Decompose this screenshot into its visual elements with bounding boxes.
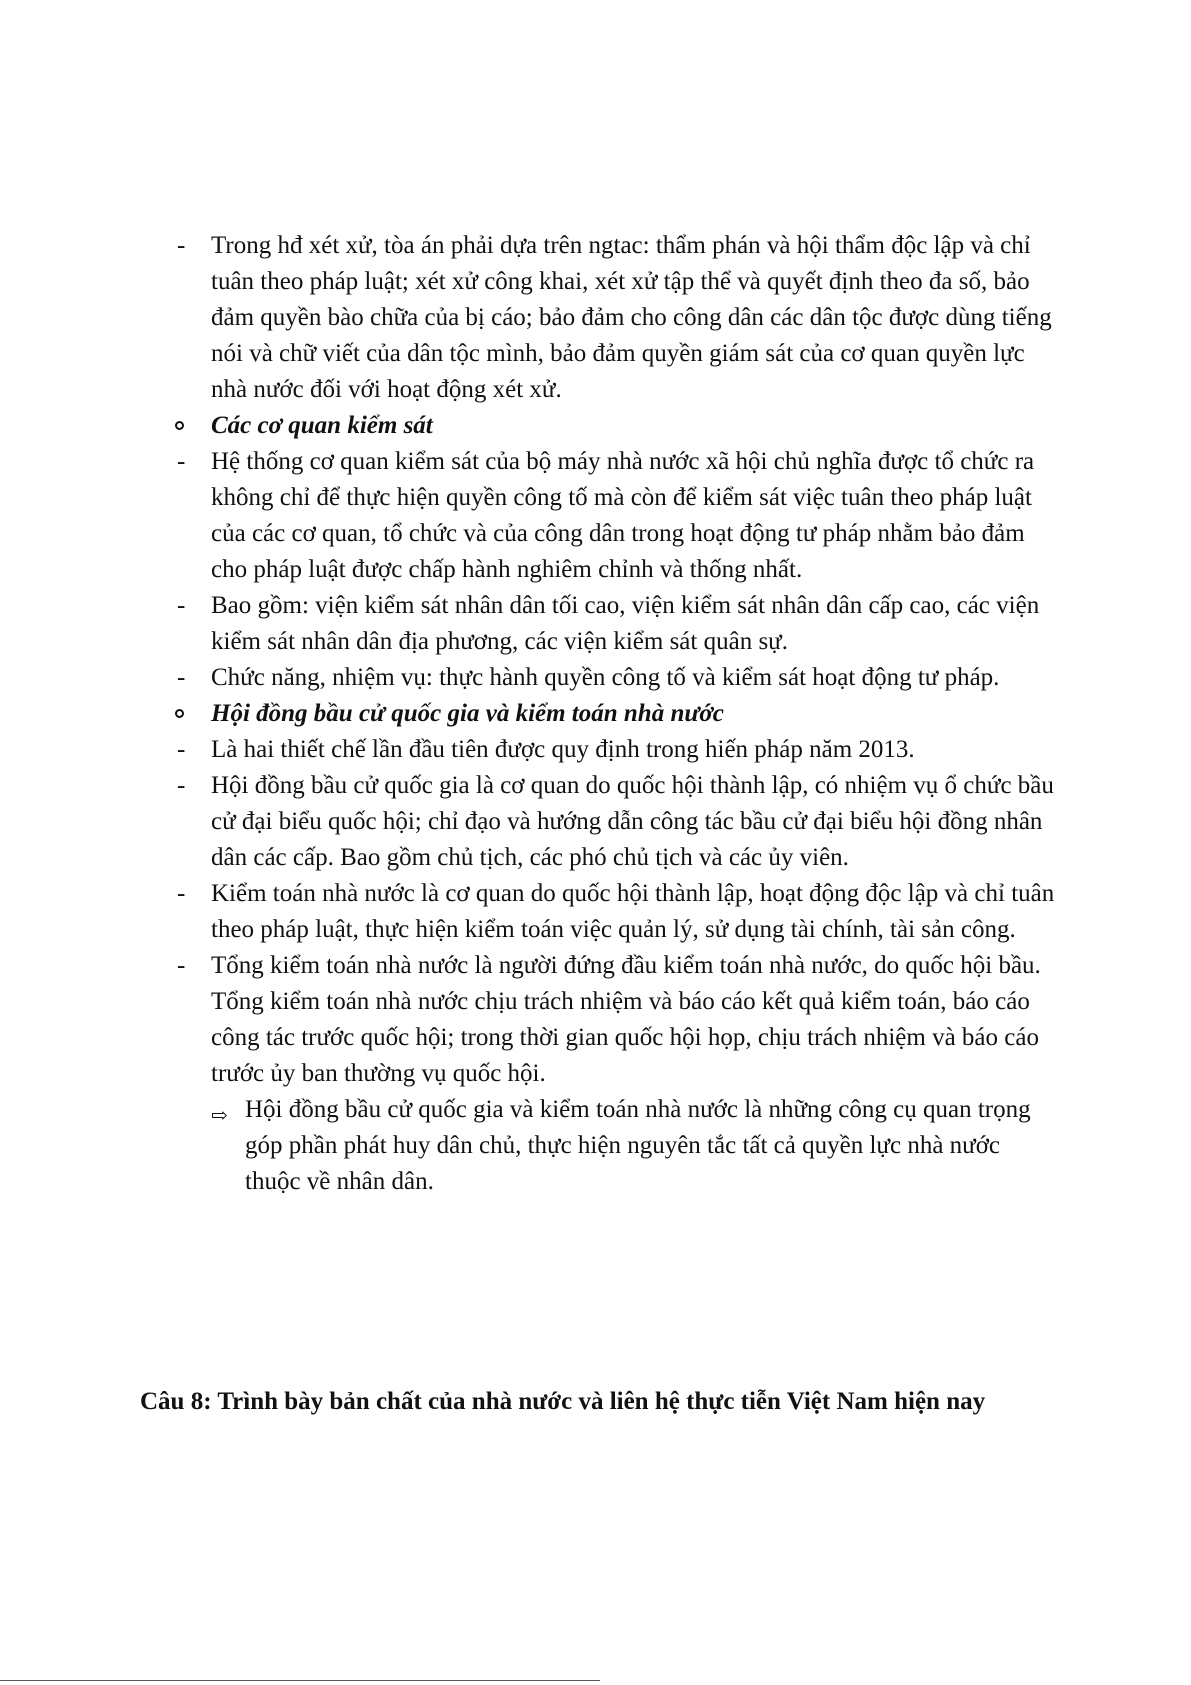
section-title: Các cơ quan kiểm sát	[211, 412, 433, 439]
dash-bullet: -	[177, 772, 186, 799]
question-heading: Câu 8: Trình bày bản chất của nhà nước và liên hệ thực tiễn Việt Nam hiện nay	[140, 1388, 986, 1415]
list-item	[175, 588, 1055, 660]
list-item	[175, 732, 1055, 768]
conclusion-item	[211, 1092, 1055, 1200]
list-item	[175, 876, 1055, 948]
dash-bullet: -	[177, 952, 186, 979]
list-item-text: Kiểm toán nhà nước là cơ quan do quốc hội thành lập, hoạt động độc lập và chỉ tuân theo pháp luật, thực hiện kiểm toán việc quản lý, sử dụng tài chính, tài sản công.	[211, 880, 1055, 943]
dash-bullet: -	[177, 664, 186, 691]
list-item-text: Hội đồng bầu cử quốc gia là cơ quan do quốc hội thành lập, có nhiệm vụ ổ chức bầu cử đại biểu quốc hội; chỉ đạo và hướng dẫn công tác bầu cử đại biểu hội đồng nhân dân các cấp. Bao gồm chủ tịch, các phó chủ tịch và các ủy viên.	[211, 772, 1054, 871]
dash-bullet: -	[177, 592, 186, 619]
body-content	[175, 228, 1055, 1200]
list-item-text: Là hai thiết chế lần đầu tiên được quy định trong hiến pháp năm 2013.	[211, 736, 915, 763]
list-item	[175, 228, 1055, 408]
dash-bullet: -	[177, 448, 186, 475]
section-item-kiem-sat	[175, 408, 1055, 444]
list-item	[175, 948, 1055, 1092]
conclusion-text: Hội đồng bầu cử quốc gia và kiểm toán nhà nước là những công cụ quan trọng góp phần phát huy dân chủ, thực hiện nguyên tắc tất cả quyền lực nhà nước thuộc về nhân dân.	[245, 1096, 1031, 1195]
list-item-text: Chức năng, nhiệm vụ: thực hành quyền công tố và kiểm sát hoạt động tư pháp.	[211, 664, 1000, 691]
page-bottom-rule	[0, 1680, 600, 1681]
list-item-text: Trong hđ xét xử, tòa án phải dựa trên ngtac: thẩm phán và hội thẩm độc lập và chỉ tuân theo pháp luật; xét xử công khai, xét xử tập thể và quyết định theo đa số, bảo đảm quyền bào chữa của bị cáo; bảo đảm cho công dân các dân tộc được dùng tiếng nói và chữ viết của dân tộc mình, bảo đảm quyền giám sát của cơ quan quyền lực nhà nước đối với hoạt động xét xử.	[211, 232, 1052, 403]
circle-bullet-icon	[175, 709, 184, 718]
section-title: Hội đồng bầu cử quốc gia và kiểm toán nhà nước	[211, 700, 724, 727]
list-item	[175, 768, 1055, 876]
dash-bullet: -	[177, 880, 186, 907]
list-item-text: Hệ thống cơ quan kiểm sát của bộ máy nhà nước xã hội chủ nghĩa được tổ chức ra không chỉ để thực hiện quyền công tố mà còn để kiểm sát việc tuân theo pháp luật của các cơ quan, tổ chức và của công dân trong hoạt động tư pháp nhằm bảo đảm cho pháp luật được chấp hành nghiêm chỉnh và thống nhất.	[211, 448, 1035, 583]
list-item	[175, 660, 1055, 696]
section-item-bau-cu-kiem-toan	[175, 696, 1055, 732]
list-item	[175, 444, 1055, 588]
list-item-text: Tổng kiểm toán nhà nước là người đứng đầu kiểm toán nhà nước, do quốc hội bầu. Tổng kiểm toán nhà nước chịu trách nhiệm và báo cáo kết quả kiểm toán, báo cáo công tác trước quốc hội; trong thời gian quốc hội họp, chịu trách nhiệm và báo cáo trước ủy ban thường vụ quốc hội.	[211, 952, 1041, 1087]
circle-bullet-icon	[175, 421, 184, 430]
dash-bullet: -	[177, 736, 186, 763]
arrow-right-icon: ⇨	[211, 1105, 228, 1127]
dash-bullet: -	[177, 232, 186, 259]
list-item-text: Bao gồm: viện kiểm sát nhân dân tối cao, viện kiểm sát nhân dân cấp cao, các viện kiểm sát nhân dân địa phương, các viện kiểm sát quân sự.	[211, 592, 1040, 655]
